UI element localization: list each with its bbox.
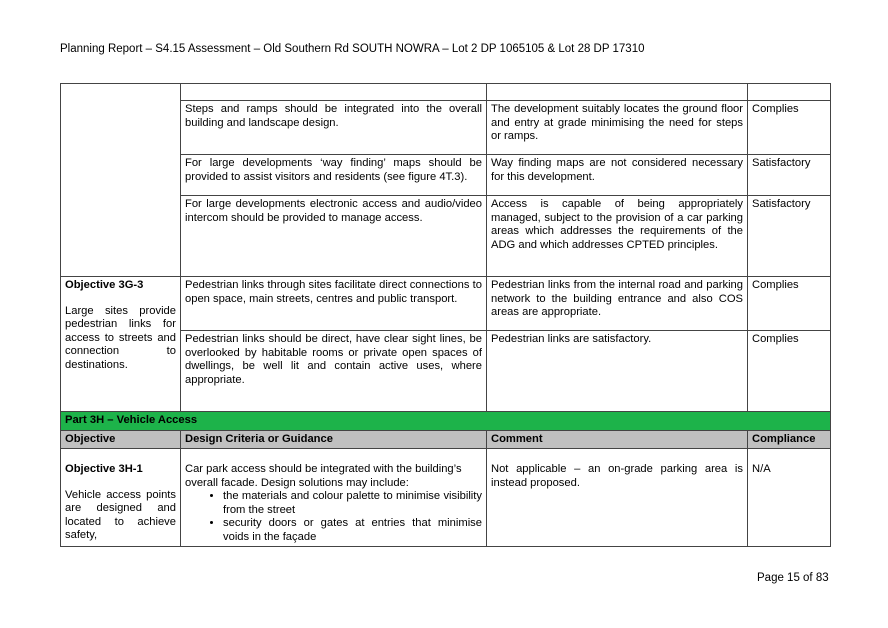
criteria-cell: For large developments ‘way finding’ maps should be provided to assist visitors and residents (see figure 4T.3).: [181, 155, 487, 196]
compliance-cell: Complies: [748, 101, 831, 155]
objective-title: Objective 3G-3: [65, 279, 144, 291]
column-header-compliance: Compliance: [748, 430, 831, 449]
criteria-cell: Steps and ramps should be integrated into the overall building and landscape design.: [181, 101, 487, 155]
criteria-intro: Car park access should be integrated with the building’s overall facade. Design solutions may include:: [185, 463, 462, 489]
column-header-comment: Comment: [487, 430, 748, 449]
list-item: • security doors or gates at entries that minimise voids in the façade: [223, 517, 482, 544]
column-header-row: [61, 430, 831, 449]
column-header-objective: Objective: [61, 430, 181, 449]
compliance-cell: N/A: [748, 449, 831, 547]
criteria-cell: For large developments electronic access and audio/video intercom should be provided to manage access.: [181, 196, 487, 277]
list-item: • the materials and colour palette to minimise visibility from the street: [223, 490, 482, 517]
assessment-table: [60, 83, 831, 547]
table-row: [61, 449, 831, 547]
criteria-cell: [181, 449, 487, 547]
comment-cell: Pedestrian links are satisfactory.: [487, 331, 748, 412]
page-header: Planning Report – S4.15 Assessment – Old Southern Rd SOUTH NOWRA – Lot 2 DP 1065105 & Lot 28 DP 17310: [60, 43, 645, 55]
criteria-cell: Pedestrian links through sites facilitate direct connections to open space, main streets, centres and public transport.: [181, 277, 487, 331]
comment-cell: Pedestrian links from the internal road and parking network to the building entrance and also COS areas are appropriate.: [487, 277, 748, 331]
compliance-cell: Complies: [748, 331, 831, 412]
criteria-bullet-list: [185, 490, 482, 544]
criteria-cell: Pedestrian links should be direct, have clear sight lines, be overlooked by habitable rooms or private open spaces of dwellings, be well lit and contain active uses, where appropriate.: [181, 331, 487, 412]
compliance-cell: Satisfactory: [748, 155, 831, 196]
objective-text: Vehicle access points are designed and located to achieve safety,: [65, 488, 176, 541]
table-row: [61, 277, 831, 331]
objective-cell-continued: [61, 84, 181, 277]
compliance-cell: Satisfactory: [748, 196, 831, 277]
compliance-cell: Complies: [748, 277, 831, 331]
page-number: Page 15 of 83: [757, 572, 829, 584]
comment-cell: Way finding maps are not considered necessary for this development.: [487, 155, 748, 196]
section-title: Part 3H – Vehicle Access: [61, 412, 831, 431]
column-header-criteria: Design Criteria or Guidance: [181, 430, 487, 449]
comment-cell: The development suitably locates the ground floor and entry at grade minimising the need for steps or ramps.: [487, 101, 748, 155]
objective-cell: [61, 449, 181, 547]
objective-text: Large sites provide pedestrian links for access to streets and connection to destinations.: [65, 304, 176, 371]
section-heading-row: [61, 412, 831, 431]
objective-cell: [61, 277, 181, 412]
comment-cell: Access is capable of being appropriately managed, subject to the provision of a car parking areas which addresses the requirements of the ADG and which addresses CPTED principles.: [487, 196, 748, 277]
objective-title: Objective 3H-1: [65, 463, 143, 475]
comment-cell: Not applicable – an on-grade parking area is instead proposed.: [487, 449, 748, 547]
table-row: [61, 84, 831, 101]
